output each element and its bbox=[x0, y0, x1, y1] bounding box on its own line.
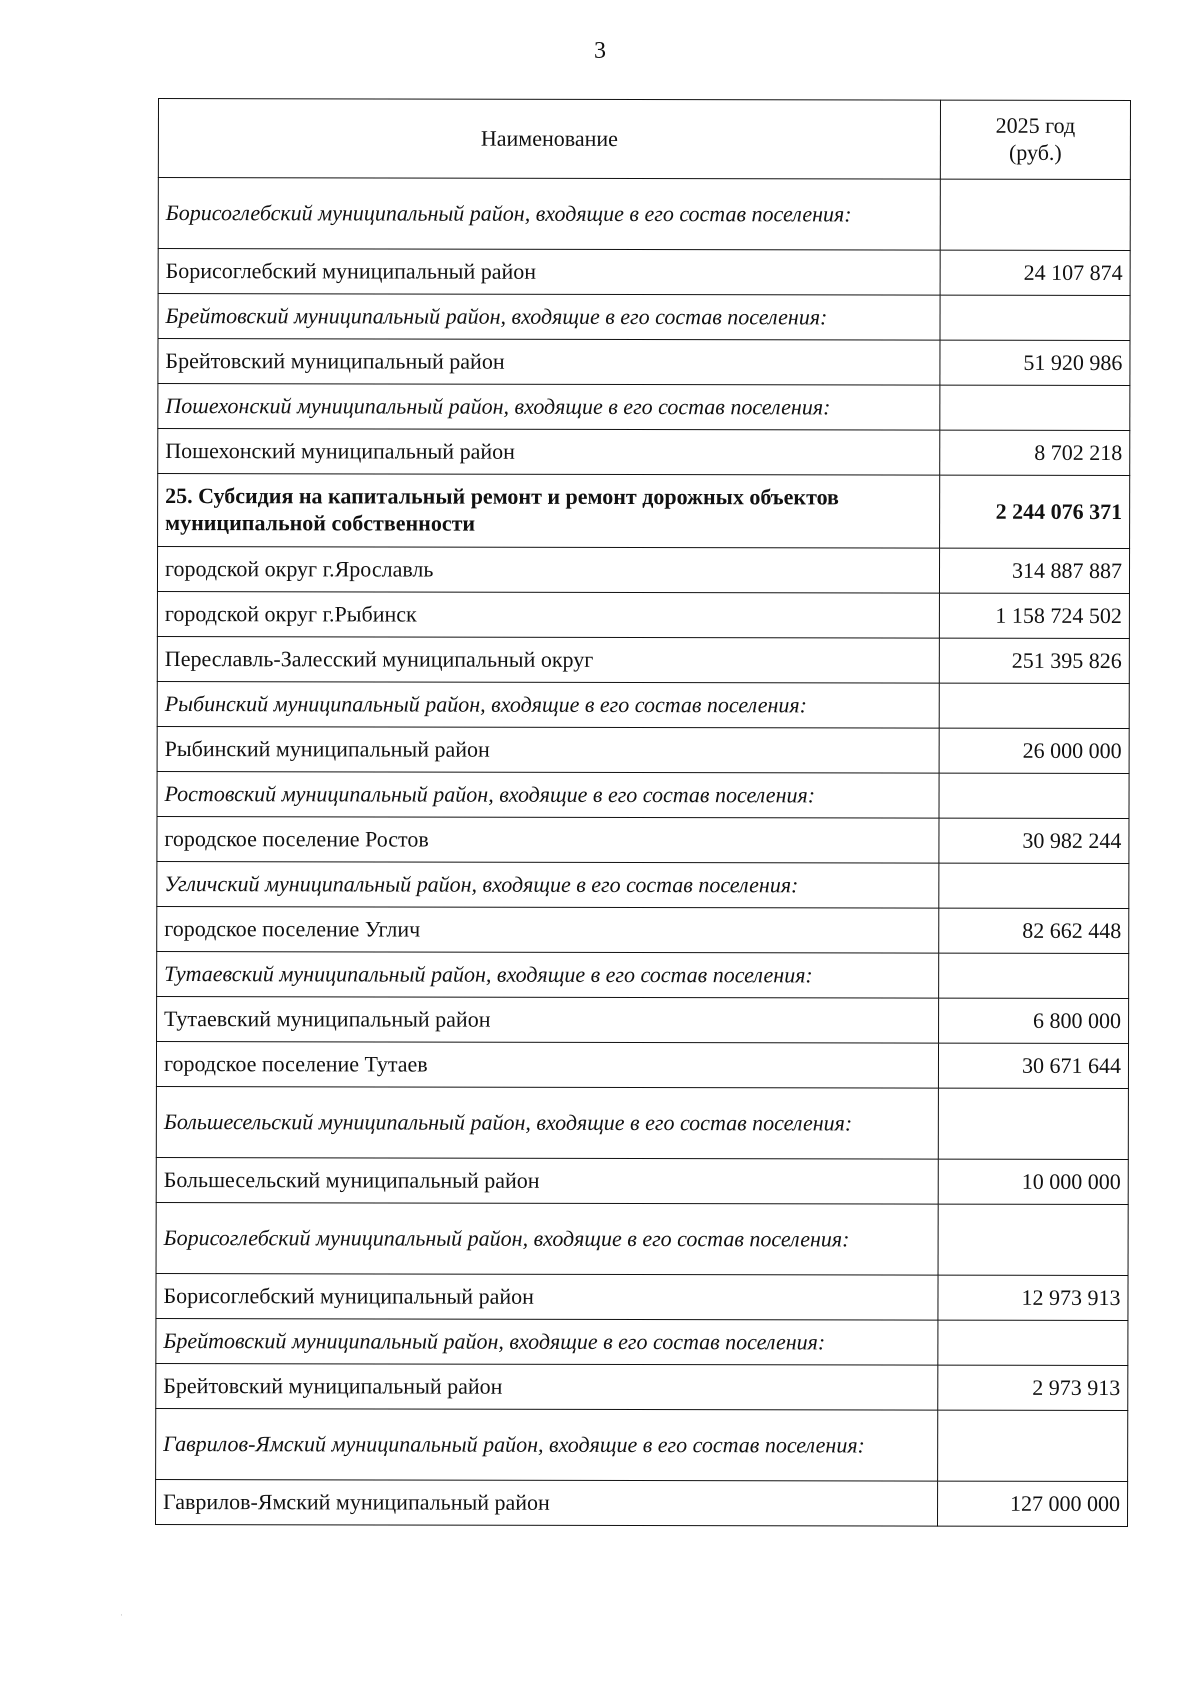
row-label: городской округ г.Ярославль bbox=[157, 547, 939, 594]
table-row bbox=[157, 996, 1129, 1043]
subheading-row bbox=[156, 1202, 1128, 1275]
row-amount bbox=[938, 1204, 1128, 1275]
row-amount: 8 702 218 bbox=[940, 430, 1130, 475]
table-row bbox=[156, 1273, 1128, 1320]
section-row bbox=[158, 474, 1130, 549]
subheading-row bbox=[157, 681, 1129, 728]
row-amount: 30 982 244 bbox=[939, 818, 1129, 863]
page-number: 3 bbox=[594, 38, 606, 64]
row-amount: 12 973 913 bbox=[938, 1275, 1128, 1320]
row-label: Борисоглебский муниципальный район, входящие в его состав поселения: bbox=[158, 178, 940, 251]
row-amount: 30 671 644 bbox=[938, 1043, 1128, 1088]
row-label: Борисоглебский муниципальный район bbox=[156, 1273, 938, 1320]
row-amount: 82 662 448 bbox=[939, 908, 1129, 953]
row-label: городское поселение Ростов bbox=[157, 816, 939, 863]
subheading-row bbox=[157, 771, 1129, 818]
subheading-row bbox=[158, 384, 1130, 431]
table-row bbox=[157, 591, 1129, 638]
table-row bbox=[156, 1363, 1128, 1410]
header-amount bbox=[940, 100, 1130, 179]
row-label: Пошехонский муниципальный район, входящие в его состав поселения: bbox=[158, 384, 940, 431]
subheading-row bbox=[156, 1408, 1128, 1481]
row-label: городское поселение Углич bbox=[157, 906, 939, 953]
subheading-row bbox=[156, 1318, 1128, 1365]
subheading-row bbox=[157, 861, 1129, 908]
table-row bbox=[158, 429, 1130, 476]
row-label: Пошехонский муниципальный район bbox=[158, 429, 940, 476]
table-row bbox=[157, 816, 1129, 863]
table-row bbox=[158, 339, 1130, 386]
row-amount bbox=[939, 863, 1129, 908]
row-amount bbox=[940, 179, 1130, 250]
row-amount bbox=[940, 295, 1130, 340]
row-label: 25. Субсидия на капитальный ремонт и ремонт дорожных объектов муниципальной собственности bbox=[158, 474, 940, 549]
row-amount: 1 158 724 502 bbox=[939, 593, 1129, 638]
row-amount bbox=[938, 1088, 1128, 1159]
row-label: Борисоглебский муниципальный район, входящие в его состав поселения: bbox=[156, 1202, 938, 1275]
header-year: 2025 год bbox=[995, 112, 1076, 139]
row-amount: 314 887 887 bbox=[939, 548, 1129, 593]
row-label: городское поселение Тутаев bbox=[156, 1041, 938, 1088]
row-amount bbox=[940, 385, 1130, 430]
header-unit: (руб.) bbox=[1008, 139, 1062, 165]
header-name: Наименование bbox=[158, 99, 940, 180]
row-amount bbox=[939, 683, 1129, 728]
table-row bbox=[157, 547, 1129, 594]
row-amount: 24 107 874 bbox=[940, 250, 1130, 295]
row-label: Брейтовский муниципальный район, входящие в его состав поселения: bbox=[158, 294, 940, 341]
row-label: Брейтовский муниципальный район bbox=[158, 339, 940, 386]
row-amount bbox=[939, 773, 1129, 818]
row-label: Тутаевский муниципальный район, входящие в его состав поселения: bbox=[157, 951, 939, 998]
row-label: Ростовский муниципальный район, входящие в его состав поселения: bbox=[157, 771, 939, 818]
table-row bbox=[157, 636, 1129, 683]
row-label: Большесельский муниципальный район bbox=[156, 1157, 938, 1204]
row-label: Тутаевский муниципальный район bbox=[157, 996, 939, 1043]
row-amount bbox=[938, 1410, 1128, 1481]
table-body bbox=[156, 178, 1131, 1527]
subheading-row bbox=[158, 178, 1130, 251]
row-amount: 51 920 986 bbox=[940, 340, 1130, 385]
row-amount: 127 000 000 bbox=[938, 1481, 1128, 1526]
table-row bbox=[156, 1041, 1128, 1088]
budget-table bbox=[155, 98, 1131, 1527]
row-label: Рыбинский муниципальный район bbox=[157, 726, 939, 773]
table-row bbox=[158, 249, 1130, 296]
row-label: Угличский муниципальный район, входящие в его состав поселения: bbox=[157, 861, 939, 908]
row-amount bbox=[938, 1320, 1128, 1365]
row-label: городской округ г.Рыбинск bbox=[157, 591, 939, 638]
row-label: Брейтовский муниципальный район bbox=[156, 1363, 938, 1410]
table-row bbox=[157, 726, 1129, 773]
row-amount: 10 000 000 bbox=[938, 1159, 1128, 1204]
table-row bbox=[156, 1479, 1128, 1526]
table-row bbox=[157, 906, 1129, 953]
row-amount bbox=[939, 953, 1129, 998]
row-label: Переславль-Залесский муниципальный округ bbox=[157, 636, 939, 683]
row-label: Брейтовский муниципальный район, входящие в его состав поселения: bbox=[156, 1318, 938, 1365]
subheading-row bbox=[157, 951, 1129, 998]
scan-artifact: · bbox=[120, 1610, 127, 1620]
table-row bbox=[156, 1157, 1128, 1204]
row-amount: 251 395 826 bbox=[939, 638, 1129, 683]
row-label: Гаврилов-Ямский муниципальный район, входящие в его состав поселения: bbox=[156, 1408, 938, 1481]
subheading-row bbox=[156, 1086, 1128, 1159]
row-label: Борисоглебский муниципальный район bbox=[158, 249, 940, 296]
row-amount: 6 800 000 bbox=[939, 998, 1129, 1043]
table-header-row bbox=[158, 99, 1130, 180]
row-label: Гаврилов-Ямский муниципальный район bbox=[156, 1479, 938, 1526]
row-amount: 2 973 913 bbox=[938, 1365, 1128, 1410]
row-amount: 2 244 076 371 bbox=[940, 475, 1130, 548]
row-label: Рыбинский муниципальный район, входящие в его состав поселения: bbox=[157, 681, 939, 728]
subheading-row bbox=[158, 294, 1130, 341]
row-label: Большесельский муниципальный район, входящие в его состав поселения: bbox=[156, 1086, 938, 1159]
row-amount: 26 000 000 bbox=[939, 728, 1129, 773]
